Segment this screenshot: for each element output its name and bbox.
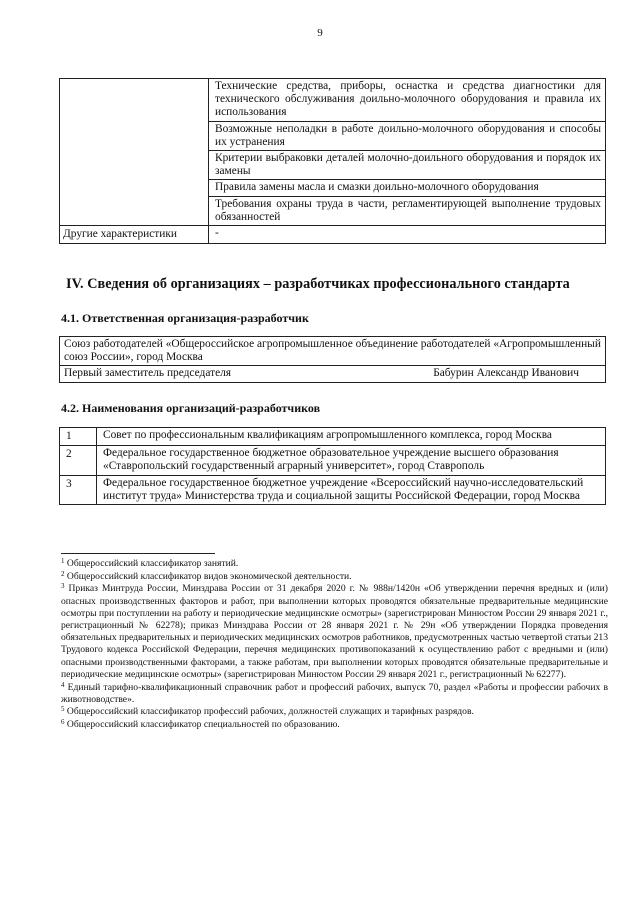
other-characteristics-label: Другие характеристики bbox=[60, 226, 209, 244]
table-cell: Требования охраны труда в части, регламентирующей выполнение трудовых обязанностей bbox=[209, 196, 606, 225]
developer-name: Федеральное государственное бюджетное образовательное учреждение высшего образования «Ставропольский государственный аграрный университет», город Ставрополь bbox=[97, 446, 606, 475]
footnote bbox=[61, 571, 608, 583]
table-row bbox=[60, 226, 606, 244]
footnote bbox=[61, 706, 608, 718]
developer-name: Федеральное государственное бюджетное учреждение «Всероссийский научно-исследовательский институт труда» Министерства труда и социальной защиты Российской Федерации, город Москва bbox=[97, 475, 606, 504]
footnote-marker: 3 bbox=[61, 582, 65, 591]
row-number: 2 bbox=[60, 446, 97, 475]
footnote-marker: 2 bbox=[61, 569, 65, 578]
section-heading: IV. Сведения об организациях – разработчиках профессионального стандарта bbox=[66, 276, 570, 292]
table-cell: Критерии выбраковки деталей молочно-доильного оборудования и порядок их замены bbox=[209, 151, 606, 180]
table-cell: Возможные неполадки в работе доильно-молочного оборудования и способы их устранения bbox=[209, 121, 606, 150]
other-characteristics-value: - bbox=[209, 226, 606, 244]
footnote-text: Общероссийский классификатор специальностей по образованию. bbox=[66, 719, 340, 731]
table-row bbox=[60, 337, 606, 366]
footnote-marker: 5 bbox=[61, 705, 65, 714]
signatory-name: Бабурин Александр Иванович bbox=[433, 367, 579, 380]
table-row bbox=[60, 475, 606, 504]
footnote bbox=[61, 682, 608, 706]
footnotes bbox=[61, 558, 608, 732]
footnote bbox=[61, 719, 608, 731]
characteristics-table bbox=[59, 78, 606, 244]
footnote-marker: 6 bbox=[61, 718, 65, 727]
developer-name: Совет по профессиональным квалификациям агропромышленного комплекса, город Москва bbox=[97, 428, 606, 446]
signatory-position: Первый заместитель председателя bbox=[64, 367, 232, 380]
responsible-organization-table bbox=[59, 336, 606, 383]
footnote bbox=[61, 558, 608, 570]
table-row bbox=[60, 79, 606, 122]
signatory-cell bbox=[60, 366, 606, 382]
table-row bbox=[60, 366, 606, 382]
footnote-text: Общероссийский классификатор занятий. bbox=[66, 558, 239, 569]
table-cell: Правила замены масла и смазки доильно-молочного оборудования bbox=[209, 180, 606, 196]
footnote-marker: 1 bbox=[61, 557, 65, 565]
table-row bbox=[60, 446, 606, 475]
footnote-text: Единый тарифно-квалификационный справочник работ и профессий рабочих, выпуск 70, раздел «Работы и профессии рабочих в животноводстве». bbox=[61, 681, 608, 705]
row-number: 3 bbox=[60, 475, 97, 504]
organization-name: Союз работодателей «Общероссийское агропромышленное объединение работодателей «Агропромышленный союз России», город Москва bbox=[60, 337, 606, 366]
page-number: 9 bbox=[317, 27, 323, 39]
footnote-divider bbox=[61, 553, 215, 554]
developers-table bbox=[59, 427, 606, 505]
footnote-text: Общероссийский классификатор видов экономической деятельности. bbox=[66, 570, 352, 582]
responsible-heading: 4.1. Ответственная организация-разработчик bbox=[61, 311, 309, 325]
developers-heading: 4.2. Наименования организаций-разработчиков bbox=[61, 401, 321, 415]
footnote-text: Приказ Минтруда России, Минздрава России от 31 декабря 2020 г. № 988н/1420н «Об утверждении перечня вредных и (или) опасных производственных факторов и работ, при выполнении которых проводятся обязательные предварительные медицинские осмотры при поступлении на работу и периодические медицинские осмотры» (зарегистрирован Минюстом России 29 января 2021 г., регистрационный № 62278); приказ Минздрава России от 28 января 2021 г. № 29н «Об утверждении Порядка проведения обязательных предварительных и периодических медицинских осмотров работников, предусмотренных частью четвертой статьи 213 Трудового кодекса Российской Федерации, перечня медицинских противопоказаний к осуществлению работ с вредными и (или) опасными производственными факторами, а также работам, при выполнении которых проводятся обязательные предварительные и периодические медицинские осмотры» (зарегистрирован Минюстом России 29 января 2021 г., регистрационный № 62277). bbox=[61, 583, 608, 680]
table-row bbox=[60, 428, 606, 446]
table-cell: Технические средства, приборы, оснастка и средства диагностики для технического обслуживания доильно-молочного оборудования и правила их использования bbox=[209, 79, 606, 122]
row-number: 1 bbox=[60, 428, 97, 446]
footnote bbox=[61, 583, 608, 681]
footnote-marker: 4 bbox=[61, 680, 65, 689]
footnote-text: Общероссийский классификатор профессий рабочих, должностей служащих и тарифных разрядов. bbox=[66, 706, 474, 718]
empty-cell bbox=[60, 79, 209, 226]
